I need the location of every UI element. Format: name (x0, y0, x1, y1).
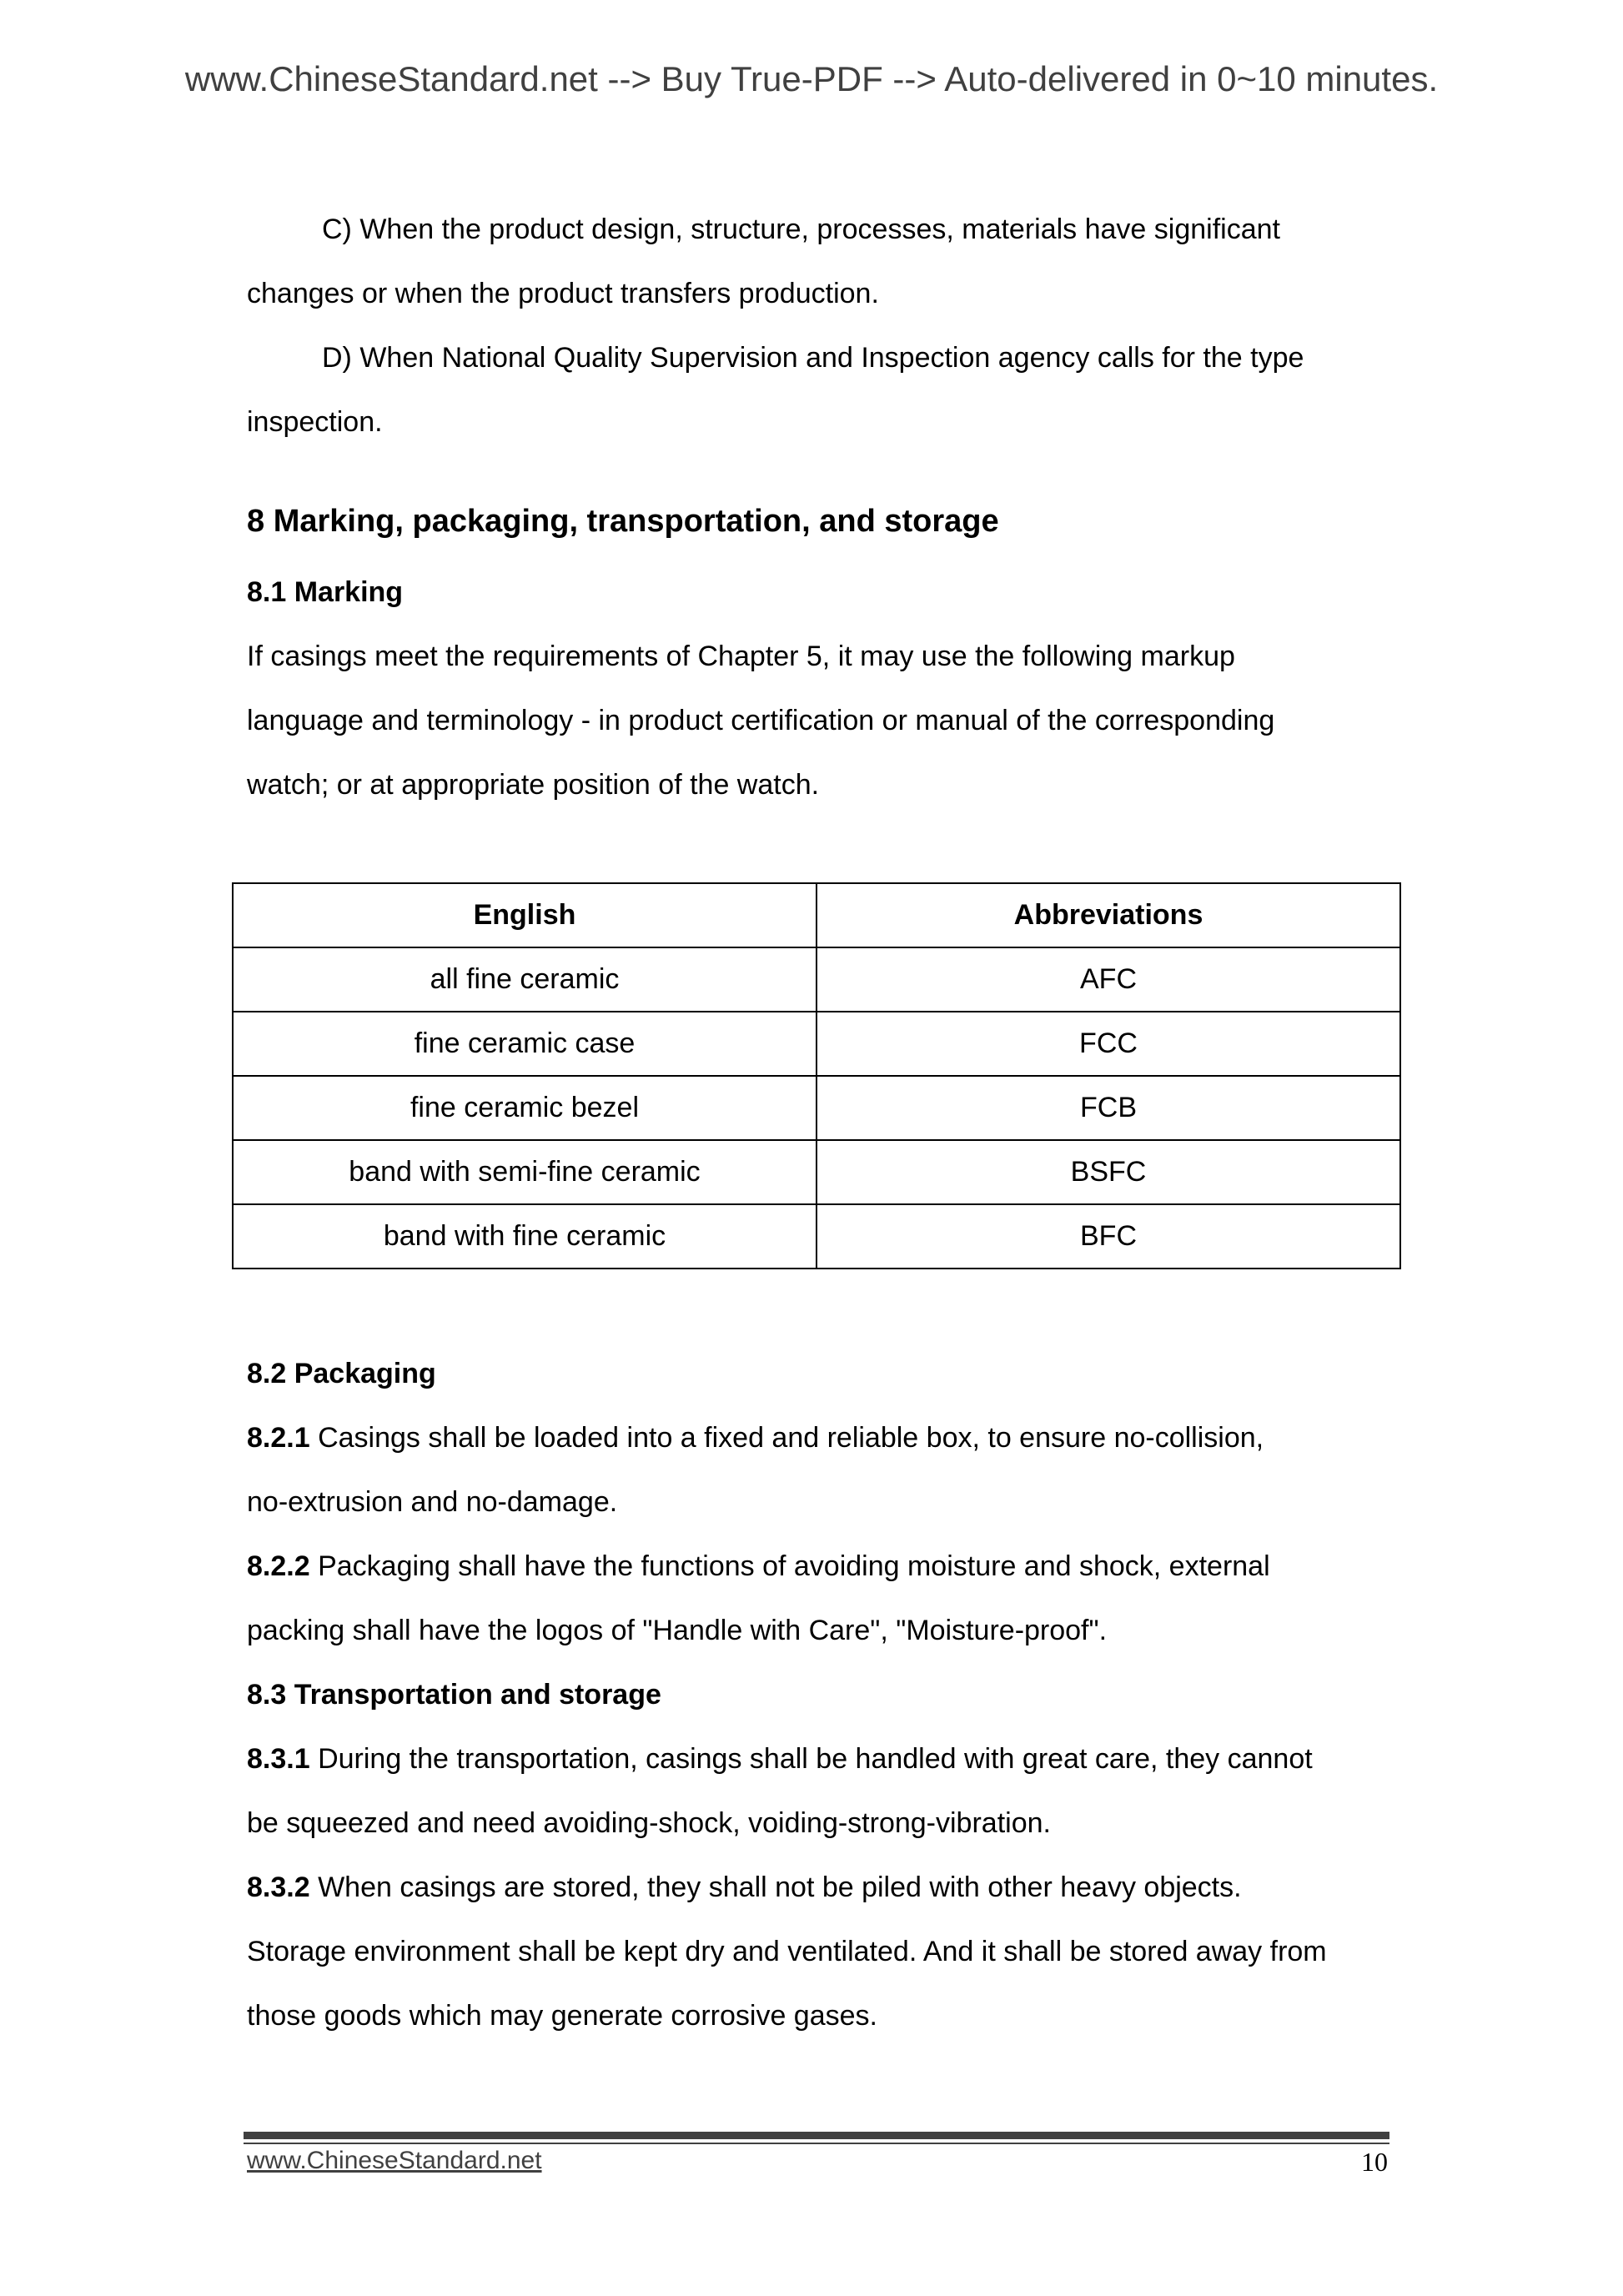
section-8-2-2-line-1 (247, 1552, 1270, 1580)
table-header-row (233, 883, 1400, 947)
table-row (233, 1140, 1400, 1204)
section-8-heading: 8 Marking, packaging, transportation, and storage (247, 504, 999, 539)
table-cell-english: all fine ceramic (233, 947, 817, 1012)
clause-text: During the transportation, casings shall be handled with great care, they cannot (309, 1743, 1313, 1775)
section-8-2-1-line-2: no-extrusion and no-damage. (247, 1486, 618, 1518)
table-row (233, 1204, 1400, 1269)
item-d-line-2: inspection. (247, 406, 383, 438)
table-cell-abbreviation: BFC (817, 1204, 1400, 1269)
footer-divider-thin (244, 2143, 1389, 2144)
section-8-1-heading: 8.1 Marking (247, 576, 404, 608)
page-number: 10 (1361, 2147, 1388, 2177)
section-8-2-heading: 8.2 Packaging (247, 1358, 436, 1389)
section-8-3-2-line-3: those goods which may generate corrosive gases. (247, 2000, 877, 2032)
table-cell-english: band with fine ceramic (233, 1204, 817, 1269)
item-c-line-2: changes or when the product transfers production. (247, 278, 879, 309)
site-banner[interactable]: www.ChineseStandard.net --> Buy True-PDF --> Auto-delivered in 0~10 minutes. (184, 59, 1439, 98)
clause-number: 8.2.2 (247, 1550, 310, 1582)
table-cell-english: band with semi-fine ceramic (233, 1140, 817, 1204)
column-header-abbreviations: Abbreviations (817, 883, 1400, 947)
footer-divider (244, 2132, 1389, 2139)
section-8-1-line-1: If casings meet the requirements of Chapter 5, it may use the following markup (247, 641, 1235, 672)
clause-number: 8.3.2 (247, 1871, 310, 1903)
column-header-english: English (233, 883, 817, 947)
section-8-1-line-2: language and terminology - in product certification or manual of the corresponding (247, 705, 1275, 736)
item-c-line-1: C) When the product design, structure, processes, materials have significant (322, 214, 1280, 245)
abbreviations-table (232, 882, 1401, 1269)
clause-text: Casings shall be loaded into a fixed and reliable box, to ensure no-collision, (309, 1422, 1264, 1454)
table-cell-abbreviation: BSFC (817, 1140, 1400, 1204)
clause-text: When casings are stored, they shall not be piled with other heavy objects. (309, 1871, 1242, 1903)
section-8-3-1-line-2: be squeezed and need avoiding-shock, voiding-strong-vibration. (247, 1807, 1051, 1839)
table-cell-abbreviation: FCB (817, 1076, 1400, 1140)
section-8-3-1-line-1 (247, 1745, 1313, 1773)
table-cell-english: fine ceramic bezel (233, 1076, 817, 1140)
section-8-1-line-3: watch; or at appropriate position of the watch. (247, 769, 820, 801)
section-8-3-heading: 8.3 Transportation and storage (247, 1679, 661, 1711)
item-d-line-1: D) When National Quality Supervision and Inspection agency calls for the type (322, 342, 1304, 374)
footer-site-link[interactable]: www.ChineseStandard.net (247, 2147, 542, 2174)
section-8-2-2-line-2: packing shall have the logos of "Handle with Care", "Moisture-proof". (247, 1615, 1108, 1646)
table-row (233, 1012, 1400, 1076)
section-8-3-2-line-2: Storage environment shall be kept dry and ventilated. And it shall be stored away from (247, 1936, 1327, 1967)
table-cell-abbreviation: FCC (817, 1012, 1400, 1076)
table-row (233, 947, 1400, 1012)
table-row (233, 1076, 1400, 1140)
table-cell-abbreviation: AFC (817, 947, 1400, 1012)
clause-number: 8.3.1 (247, 1743, 310, 1775)
section-8-2-1-line-1 (247, 1424, 1264, 1452)
section-8-3-2-line-1 (247, 1873, 1242, 1902)
clause-text: Packaging shall have the functions of avoiding moisture and shock, external (309, 1550, 1270, 1582)
clause-number: 8.2.1 (247, 1422, 310, 1454)
table-cell-english: fine ceramic case (233, 1012, 817, 1076)
